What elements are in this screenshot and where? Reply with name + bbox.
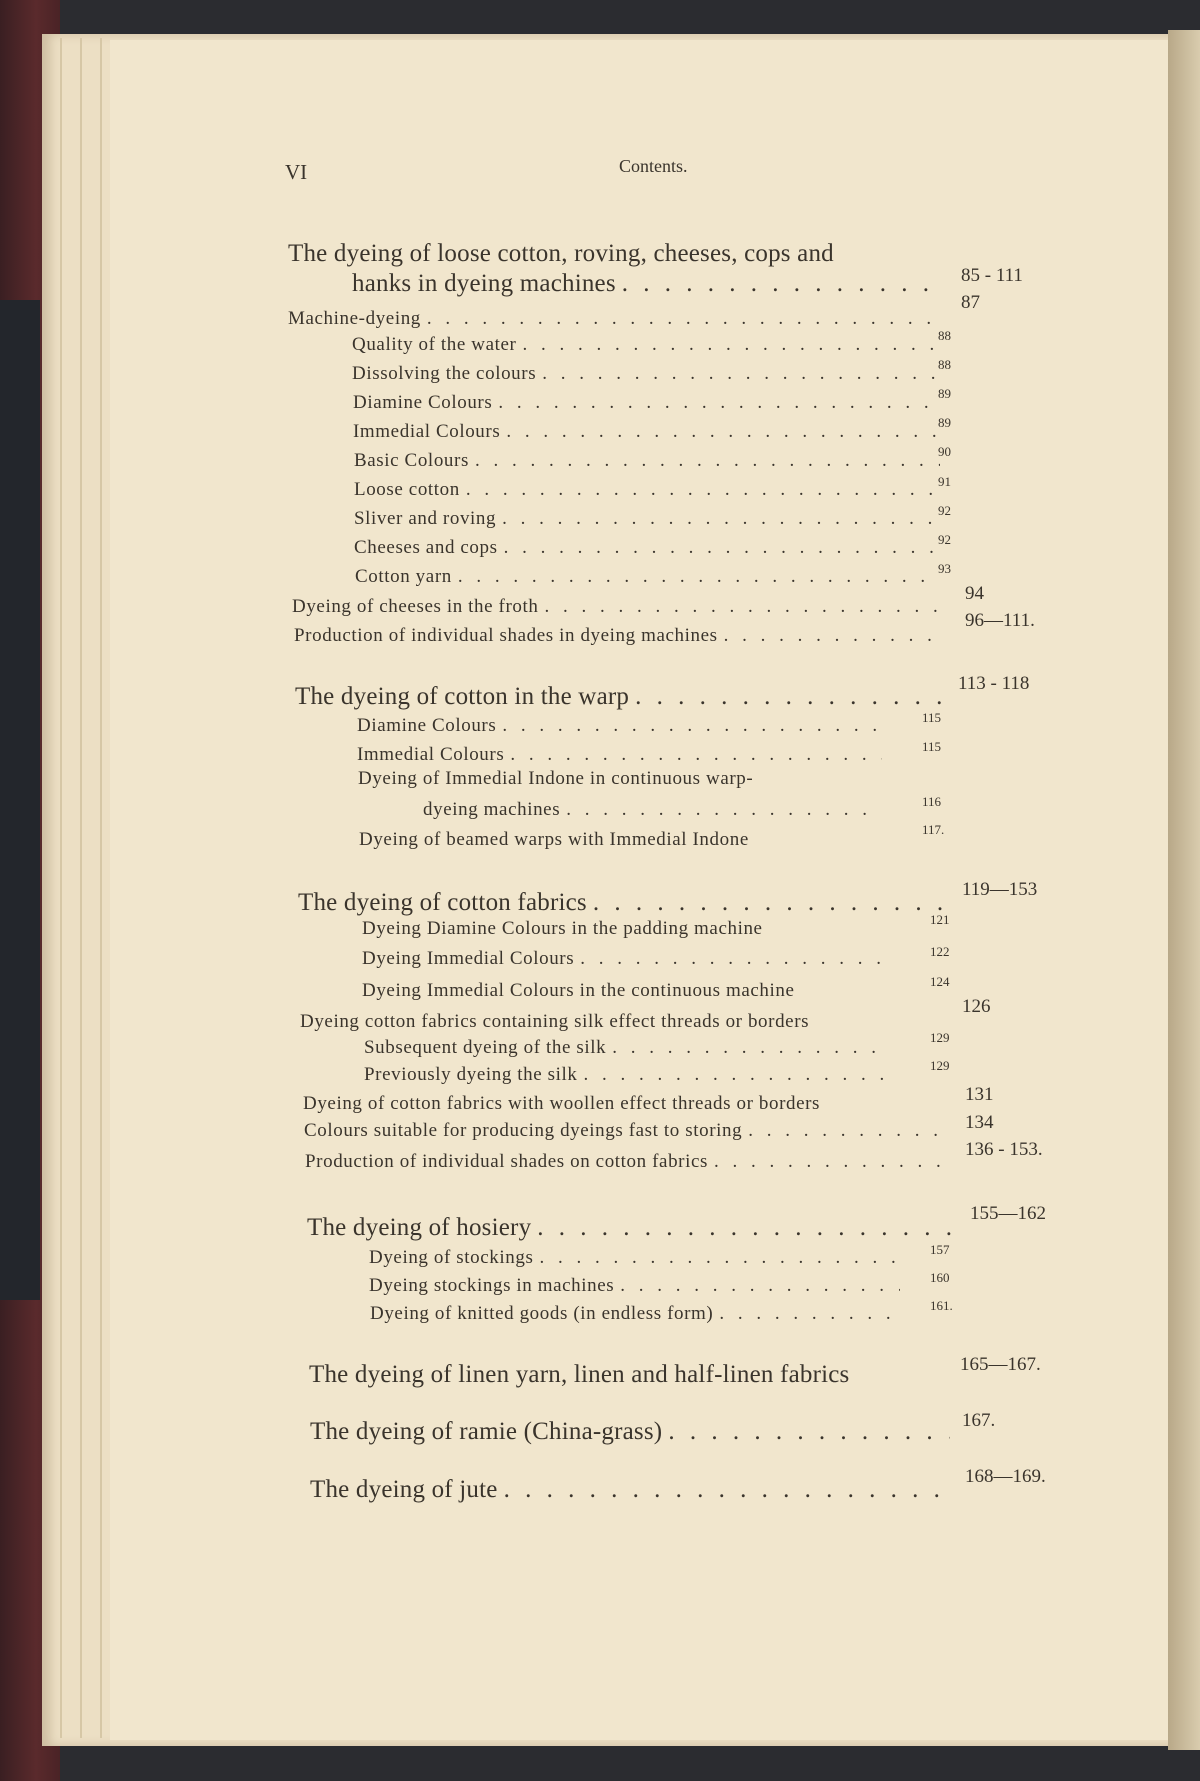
book-cover-cloth [0, 300, 40, 1300]
toc-entry [352, 363, 940, 385]
dot-leader [719, 1303, 900, 1325]
dot-leader [427, 308, 940, 330]
toc-entry [303, 1093, 955, 1115]
dot-leader [542, 363, 940, 385]
toc-entry-title: Sliver and roving [354, 508, 497, 529]
toc-entry-title: Cheeses and cops [354, 537, 498, 558]
toc-entry [423, 799, 882, 821]
dot-leader [504, 537, 940, 559]
toc-page-number: 93 [938, 561, 951, 576]
toc-page-number: 89 [938, 415, 951, 430]
dot-leader [544, 596, 942, 618]
toc-entry-title: Dyeing of beamed warps with Immedial Indone [359, 829, 749, 850]
dot-leader [537, 1214, 952, 1242]
toc-page-number: 91 [938, 474, 951, 489]
toc-entry-title: Dyeing Immedial Colours [362, 948, 575, 969]
dot-leader [506, 421, 940, 443]
dot-leader [748, 1120, 950, 1142]
running-title: Contents. [619, 156, 688, 176]
dot-leader [724, 625, 942, 647]
toc-entry-title: Dyeing of Immedial Indone in continuous warp- [358, 768, 754, 789]
toc-page-number: 168—169. [965, 1466, 1046, 1487]
toc-chapter-entry [309, 1361, 950, 1389]
toc-entry-title: Production of individual shades on cotton fabrics [305, 1151, 708, 1172]
toc-entry [357, 744, 882, 766]
page-number: VI [285, 160, 308, 184]
toc-entry-title: Quality of the water [352, 334, 517, 355]
page-edge [60, 38, 62, 1738]
toc-entry [304, 1120, 950, 1142]
toc-entry-title: The dyeing of loose cotton, roving, cheeses, cops and [288, 240, 834, 267]
toc-page-number: 115 [922, 710, 942, 725]
toc-page-number: 89 [938, 386, 951, 401]
toc-entry-title: The dyeing of hosiery [307, 1214, 532, 1241]
dot-leader [504, 1476, 952, 1504]
page-edge [100, 38, 102, 1738]
dot-leader [612, 1037, 885, 1059]
toc-page-number: 87 [961, 292, 980, 313]
toc-page-number: 155—162 [970, 1203, 1046, 1224]
toc-entry-title: Cotton yarn [355, 566, 452, 587]
toc-page-number: 85 - 111 [961, 265, 1023, 286]
dot-leader [539, 1247, 900, 1269]
toc-chapter-entry [307, 1214, 952, 1242]
toc-page-number: 113 - 118 [958, 673, 1030, 694]
toc-entry-title: Dissolving the colours [352, 363, 537, 384]
toc-entry-title: The dyeing of linen yarn, linen and half-linen fabrics [309, 1361, 850, 1388]
toc-page-number: 129 [930, 1058, 950, 1073]
toc-entry-title: Dyeing of knitted goods (in endless form) [370, 1303, 714, 1324]
toc-entry-title: hanks in dyeing machines [352, 270, 616, 297]
toc-page-number: 90 [938, 444, 951, 459]
toc-page-number: 115 [922, 739, 942, 754]
toc-chapter-entry [288, 240, 940, 268]
toc-entry-title: Previously dyeing the silk [364, 1064, 578, 1085]
toc-entry-title: Diamine Colours [357, 715, 497, 736]
toc-entry [288, 308, 940, 330]
toc-page-number: 126 [962, 996, 991, 1017]
toc-entry [362, 918, 880, 940]
toc-page-number: 92 [938, 532, 951, 547]
toc-entry-title: Dyeing Immedial Colours in the continuous machine [362, 980, 795, 1001]
dot-leader [466, 479, 940, 501]
toc-entry-title: Production of individual shades in dyeing machines [294, 625, 718, 646]
toc-chapter-entry [298, 889, 948, 917]
toc-entry [354, 450, 940, 472]
toc-entry [305, 1151, 950, 1173]
toc-entry-title: Subsequent dyeing of the silk [364, 1037, 607, 1058]
toc-entry [364, 1037, 885, 1059]
toc-entry-title: Immedial Colours [357, 744, 505, 765]
dot-leader [635, 683, 945, 711]
toc-entry-title: Basic Colours [354, 450, 469, 471]
dot-leader [668, 1418, 950, 1446]
toc-page-number: 160 [930, 1270, 950, 1285]
toc-entry [352, 334, 940, 356]
toc-page-number: 92 [938, 503, 951, 518]
toc-chapter-entry [352, 270, 940, 298]
toc-entry [294, 625, 942, 647]
toc-page-number: 161. [930, 1298, 953, 1313]
toc-page-number: 131 [965, 1084, 994, 1105]
toc-entry-title: Dyeing of cheeses in the froth [292, 596, 539, 617]
dot-leader [620, 1275, 900, 1297]
toc-entry-title: Dyeing of cotton fabrics with woollen effect threads or borders [303, 1093, 821, 1114]
toc-page-number: 88 [938, 328, 951, 343]
toc-entry [362, 948, 880, 970]
toc-page-number: 116 [922, 794, 942, 809]
toc-entry-title: The dyeing of cotton in the warp [295, 683, 630, 710]
toc-entry-title: Dyeing cotton fabrics containing silk effect threads or borders [300, 1011, 810, 1032]
toc-page-number: 119—153 [962, 879, 1038, 900]
dot-leader [475, 450, 940, 472]
toc-entry-title: Diamine Colours [353, 392, 493, 413]
dot-leader [622, 270, 940, 298]
dot-leader [458, 566, 940, 588]
dot-leader [522, 334, 940, 356]
toc-chapter-entry [310, 1418, 950, 1446]
dot-leader [502, 715, 882, 737]
toc-entry-title: Colours suitable for producing dyeings fast to storing [304, 1120, 743, 1141]
dot-leader [510, 744, 882, 766]
dot-leader [566, 799, 882, 821]
toc-entry [300, 1011, 955, 1033]
toc-chapter-entry [295, 683, 945, 711]
toc-page-number: 157 [930, 1242, 950, 1257]
toc-entry-title: Dyeing Diamine Colours in the padding machine [362, 918, 763, 939]
toc-entry [354, 508, 940, 530]
toc-entry-title: Machine-dyeing [288, 308, 421, 329]
toc-chapter-entry [310, 1476, 952, 1504]
page-edge [80, 38, 82, 1738]
toc-entry [357, 715, 882, 737]
dot-leader [502, 508, 940, 530]
toc-entry-title: The dyeing of cotton fabrics [298, 889, 587, 916]
toc-entry [353, 392, 940, 414]
toc-page-number: 129 [930, 1030, 950, 1045]
dot-leader [580, 948, 880, 970]
book-gutter [1168, 30, 1200, 1750]
toc-page-number: 88 [938, 357, 951, 372]
toc-entry-title: Loose cotton [354, 479, 460, 500]
toc-entry [355, 566, 940, 588]
toc-entry [353, 421, 940, 443]
toc-page-number: 136 - 153. [965, 1139, 1043, 1160]
toc-entry-title: Dyeing stockings in machines [369, 1275, 615, 1296]
dot-leader [584, 1064, 885, 1086]
toc-page-number: 167. [962, 1410, 996, 1431]
toc-entry [358, 768, 930, 790]
toc-entry [369, 1247, 900, 1269]
toc-entry-title: Immedial Colours [353, 421, 501, 442]
dot-leader [498, 392, 940, 414]
toc-page-number: 124 [930, 974, 950, 989]
toc-entry [292, 596, 942, 618]
toc-page-number: 122 [930, 944, 950, 959]
toc-page-number: 121 [930, 912, 950, 927]
toc-entry-title: The dyeing of ramie (China-grass) [310, 1418, 663, 1445]
toc-entry [370, 1303, 900, 1325]
toc-entry [359, 829, 945, 851]
toc-entry [354, 479, 940, 501]
toc-page-number: 134 [965, 1112, 994, 1133]
dot-leader [714, 1151, 950, 1173]
toc-page-number: 96—111. [965, 610, 1035, 631]
dot-leader [593, 889, 948, 917]
toc-entry-title: The dyeing of jute [310, 1476, 498, 1503]
toc-entry [364, 1064, 885, 1086]
toc-entry [369, 1275, 900, 1297]
toc-entry [362, 980, 895, 1002]
toc-page-number: 94 [965, 583, 984, 604]
toc-page-number: 117. [922, 822, 945, 837]
toc-page-number: 165—167. [960, 1354, 1041, 1375]
toc-entry-title: Dyeing of stockings [369, 1247, 534, 1268]
toc-entry [354, 537, 940, 559]
toc-entry-title: dyeing machines [423, 799, 561, 820]
